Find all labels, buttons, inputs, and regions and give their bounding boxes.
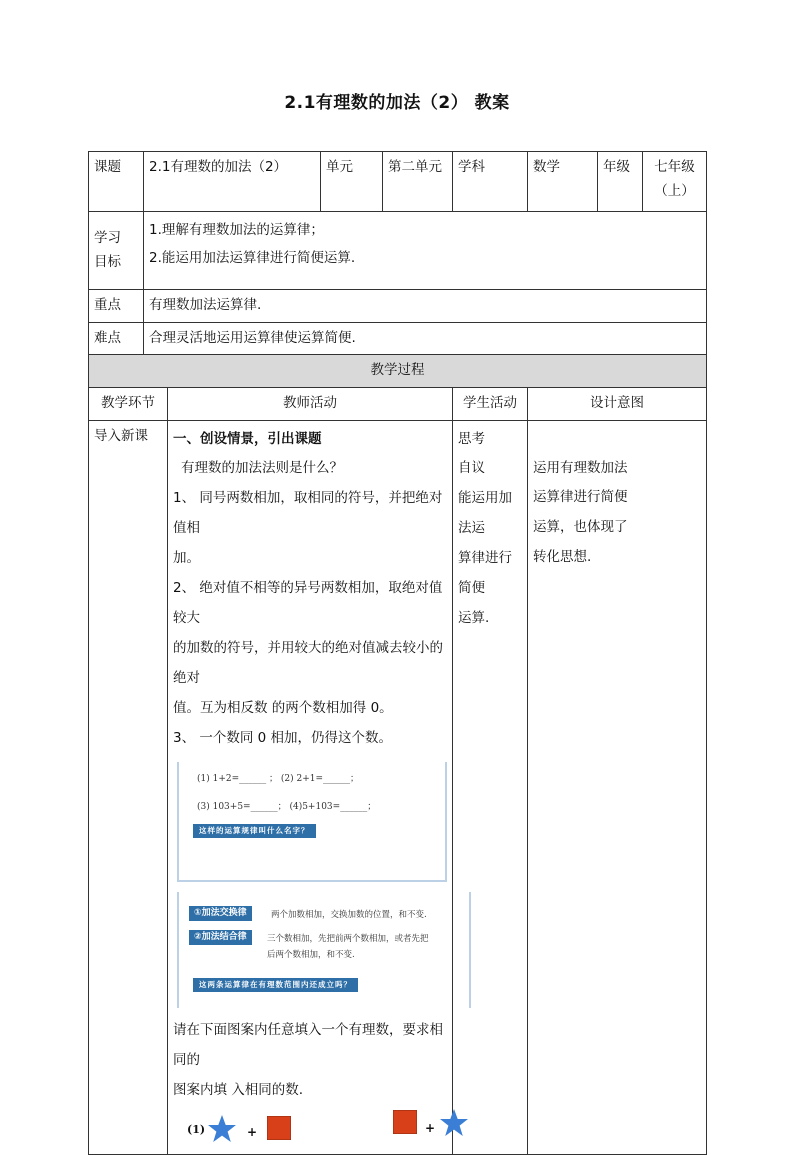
col-teacher: 教师活动 [168,387,453,420]
unit-label: 单元 [321,152,383,212]
commutative-law-tag: ①加法交换律 [189,906,252,921]
rule-1-line-a: 1、 同号两数相加，取相同的符号，并把绝对值相 [173,490,443,537]
goals-content: 1.理解有理数加法的运算律； 2.能运用加法运算律进行简便运算. [144,212,707,290]
grade-value: 七年级 （上） [643,152,707,212]
plus-sign-2: + [425,1121,436,1136]
col-stage: 教学环节 [89,387,168,420]
stage-cell: 导入新课 [89,420,168,1155]
goals-row [89,212,707,290]
slide-image-addition-laws [177,892,471,1008]
course-value: 2.1有理数的加法（2） [144,152,321,212]
square-icon [393,1110,417,1134]
square-icon [267,1116,291,1140]
column-header-row [89,387,707,420]
difficulty-value: 合理灵活地运用运算律使运算简便. [144,322,707,355]
key-point-value: 有理数加法运算律. [144,290,707,323]
rule-1-line-b: 加。 [173,550,200,567]
associative-law-tag: ②加法结合律 [189,930,252,945]
course-label: 课题 [89,152,144,212]
associative-law-text-b: 后两个数相加，和不变. [267,950,355,961]
lesson-plan-table [88,151,707,1155]
difficulty-row [89,322,707,355]
rule-3-line: 3、 一个数同 0 相加，仍得这个数。 [173,730,393,747]
goals-label: 学习 目标 [89,212,144,290]
rule-2-line-c: 值。互为相反数 的两个数相加得 0。 [173,700,393,717]
star-icon [207,1114,237,1144]
student-activity: 思考 自议 能运用加法运 算律进行简便 运算. [453,420,528,1155]
slide2-question-banner: 这两条运算律在有理数范围内还成立吗？ [193,978,358,992]
col-design: 设计意图 [528,387,707,420]
unit-value: 第二单元 [383,152,453,212]
info-row [89,152,707,212]
rule-2-line-a: 2、 绝对值不相等的异号两数相加，取绝对值较大 [173,580,443,627]
fill-instruction-b: 图案内填 入相同的数. [173,1082,304,1099]
grade-label: 年级 [598,152,643,212]
rule-2-line-b: 的加数的符号，并用较大的绝对值减去较小的绝对 [173,640,443,687]
slide-image-exchange-exercises [177,762,447,882]
shape-equation-label: (1) [187,1123,206,1137]
difficulty-label: 难点 [89,322,144,355]
commutative-law-text: 两个加数相加，交换加数的位置，和不变. [271,910,427,921]
key-point-row [89,290,707,323]
document-title: 2.1有理数的加法（2） 教案 [284,93,510,113]
intro-section-row [89,420,707,1155]
teacher-activity [168,420,453,1155]
process-header: 教学过程 [89,355,707,388]
exercise-line-1: (1) 1+2=______ ； (2) 2+1=______； [197,774,360,785]
question-text: 有理数的加法法则是什么？ [181,460,343,477]
star-icon [439,1108,469,1138]
plus-sign-1: + [247,1125,258,1140]
slide1-question-banner: 这样的运算规律叫什么名字？ [193,824,316,838]
design-intent: 运用有理数加法 运算律进行简便 运算，也体现了 转化思想. [528,420,707,1155]
associative-law-text-a: 三个数相加，先把前两个数相加，或者先把 [267,934,429,945]
col-student: 学生活动 [453,387,528,420]
key-point-label: 重点 [89,290,144,323]
subject-label: 学科 [453,152,528,212]
process-header-row [89,355,707,388]
exercise-line-2: (3) 103+5=______； (4)5+103=______； [197,802,377,813]
section-heading: 一、创设情景，引出课题 [173,430,322,447]
subject-value: 数学 [528,152,598,212]
fill-instruction-a: 请在下面图案内任意填入一个有理数，要求相同的 [173,1022,443,1069]
shape-equation [173,1110,447,1150]
